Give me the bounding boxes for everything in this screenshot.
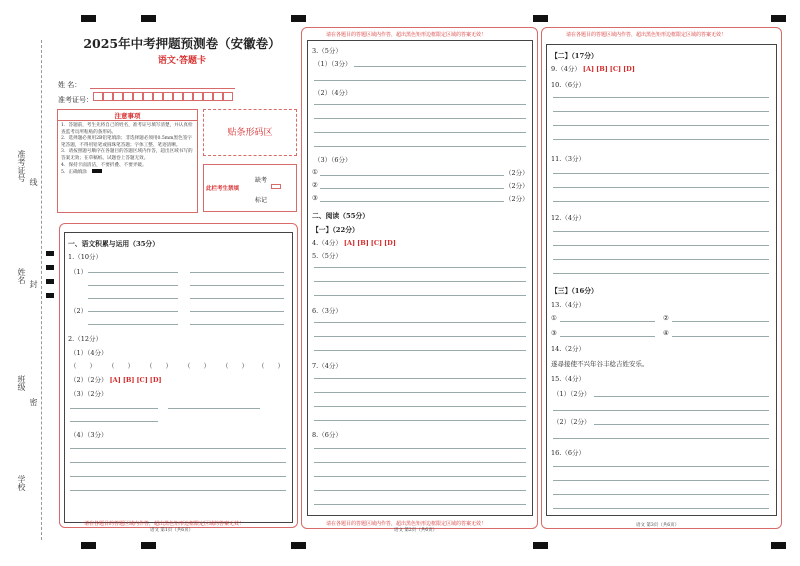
answer-line[interactable] (553, 201, 769, 202)
q3-1-label: （1）（3分） (314, 60, 352, 68)
answer-line[interactable] (314, 476, 526, 477)
answer-line[interactable] (70, 448, 286, 449)
answer-line[interactable] (553, 125, 769, 126)
part-3-title: 【三】（16分） (551, 287, 598, 295)
warning-top-2: 请在各题目的答题区域内作答，超出黑色矩形边框限定区域的答案无效！ (326, 32, 487, 38)
q3-2-label: （2）（4分） (314, 89, 352, 97)
answer-line[interactable] (70, 421, 158, 422)
part-1-title: 【一】（22分） (312, 226, 359, 234)
timing-mark (81, 15, 96, 22)
answer-line[interactable] (190, 298, 284, 299)
side-label-secret: 密 (29, 398, 38, 406)
q2-2-label: （2）（2分） [A] [B] [C] [D] (70, 376, 162, 384)
q4-options[interactable]: [A] [B] [C] [D] (343, 239, 396, 247)
q2-4-label: （4）（3分） (70, 431, 108, 439)
timing-mark (141, 15, 156, 22)
paren-slot[interactable]: （ ） (146, 362, 172, 370)
side-label-line: 线 (29, 178, 38, 186)
q2-1-label: （1）（4分） (70, 349, 108, 357)
timing-mark (46, 265, 54, 270)
paren-slot[interactable]: （ ） (222, 362, 248, 370)
id-label: 准考证号： (58, 96, 93, 104)
paren-slot[interactable]: （ ） (258, 362, 284, 370)
answer-line[interactable] (314, 490, 526, 491)
timing-mark (291, 15, 306, 22)
answer-line[interactable] (168, 408, 260, 409)
circ-3: ③ (312, 194, 318, 202)
q3-3-label: （3）（6分） (314, 156, 352, 164)
answer-line[interactable] (314, 448, 526, 449)
points-2: （2分） (505, 182, 529, 190)
q14-label: 14.（2分） (551, 345, 585, 353)
c2: ② (663, 314, 669, 322)
answer-line[interactable] (553, 494, 769, 495)
q15-1-label: （1）（2分） (553, 390, 591, 398)
answer-line[interactable] (553, 97, 769, 98)
warning-bottom-2: 请在各题目的答题区域内作答，超出黑色矩形边框限定区域的答案无效！ (326, 521, 487, 527)
answer-line[interactable] (672, 321, 769, 322)
answer-line[interactable] (88, 311, 178, 312)
answer-line[interactable] (314, 420, 526, 421)
name-field[interactable] (90, 88, 235, 89)
answer-line[interactable] (553, 480, 769, 481)
answer-line[interactable] (320, 175, 504, 176)
q13-label: 13.（4分） (551, 301, 585, 309)
page-footer-2: 语文 第2页（共6页） (394, 528, 438, 533)
c4: ④ (663, 329, 669, 337)
answer-line[interactable] (553, 245, 769, 246)
q5-label: 5.（5分） (312, 252, 342, 260)
q4-label: 4.（4分） [A] [B] [C] [D] (312, 239, 396, 247)
answer-line[interactable] (553, 466, 769, 467)
page-title: 2025年中考押题预测卷（安徽卷） (83, 36, 281, 51)
side-label-seal: 封 (29, 280, 38, 288)
q15-label: 15.（4分） (551, 375, 585, 383)
timing-mark (533, 542, 548, 549)
timing-mark (291, 542, 306, 549)
col3-inner (546, 44, 777, 516)
answer-line[interactable] (594, 424, 769, 425)
side-label-id: 准考证号 (17, 150, 26, 182)
q2-label: 2.（12分） (68, 335, 102, 343)
answer-line[interactable] (314, 267, 526, 268)
q10-label: 10.（6分） (551, 81, 585, 89)
c3: ③ (551, 329, 557, 337)
q11-label: 11.（3分） (551, 155, 585, 163)
side-label-name: 姓名 (17, 268, 26, 284)
answer-line[interactable] (88, 298, 178, 299)
timing-mark (46, 293, 54, 298)
part-2-title: 【二】（17分） (551, 52, 598, 60)
c1: ① (551, 314, 557, 322)
answer-line[interactable] (314, 378, 526, 379)
note-item: 1．答题前，考生先将自己的姓名，准考证号填写清楚，并认真检查监考员所粘贴的条形码。 (61, 123, 193, 135)
name-label: 姓 名： (58, 81, 82, 89)
timing-mark (81, 542, 96, 549)
answer-line[interactable] (314, 462, 526, 463)
q15-2-label: （2）（2分） (553, 418, 591, 426)
note-item: 3．请按照题号顺序在各题目的答题区域内作答，超出区域书写的答案无效；在草稿纸、试题卷上答题无效。 (61, 149, 193, 161)
absent-mark-1: 缺考 (255, 177, 268, 184)
note-item: 2．选择题必须用2B铅笔填涂；非选择题必须用0.5mm黑色签字笔答题，不得用铅笔或圆珠笔答题；字体工整、笔迹清晰。 (61, 136, 192, 148)
paren-slot[interactable]: （ ） (108, 362, 134, 370)
note-item: 5．正确填涂 (61, 169, 195, 177)
answer-line[interactable] (70, 490, 286, 491)
answer-line[interactable] (88, 272, 178, 273)
timing-mark (46, 279, 54, 284)
answer-line[interactable] (190, 324, 284, 325)
answer-line[interactable] (553, 438, 769, 439)
answer-line[interactable] (553, 273, 769, 274)
answer-line[interactable] (553, 231, 769, 232)
side-label-school: 学校 (17, 475, 26, 491)
q1-2-label: （2） (70, 307, 88, 315)
timing-mark (46, 251, 54, 256)
answer-line[interactable] (354, 66, 526, 67)
q2-3-label: （3）（2分） (70, 390, 108, 398)
q1-label: 1.（10分） (68, 253, 102, 261)
page-footer-1: 语文 第1页（共6页） (150, 528, 194, 533)
answer-line[interactable] (190, 272, 284, 273)
answer-line[interactable] (314, 392, 526, 393)
id-boxes[interactable] (93, 92, 233, 101)
answer-line[interactable] (190, 285, 284, 286)
warning-top-3: 请在各题目的答题区域内作答，超出黑色矩形边框限定区域的答案无效！ (566, 32, 727, 38)
answer-line[interactable] (314, 146, 526, 147)
q2-2-options[interactable]: [A] [B] [C] [D] (109, 376, 162, 384)
answer-line[interactable] (560, 336, 655, 337)
answer-line[interactable] (314, 104, 526, 105)
q3-label: 3.（5分） (312, 47, 342, 55)
q8-label: 8.（6分） (312, 431, 342, 439)
q9-label: 9.（4分） [A] [B] [C] [D] (551, 65, 635, 73)
answer-line[interactable] (672, 336, 769, 337)
timing-mark (533, 15, 548, 22)
q6-label: 6.（3分） (312, 307, 342, 315)
answer-line[interactable] (314, 132, 526, 133)
absent-label: 此栏考生禁填 (206, 186, 240, 192)
paren-slot[interactable]: （ ） (184, 362, 210, 370)
answer-line[interactable] (314, 295, 526, 296)
answer-line[interactable] (314, 336, 526, 337)
page-subtitle: 语文·答题卡 (157, 56, 207, 66)
col2-inner (307, 40, 533, 516)
absent-mark-2: 标记 (255, 197, 268, 204)
answer-line[interactable] (594, 396, 769, 397)
notes-title: 注意事项 (114, 112, 141, 120)
answer-line[interactable] (314, 118, 526, 119)
answer-line[interactable] (314, 322, 526, 323)
timing-mark (141, 542, 156, 549)
answer-line[interactable] (70, 408, 158, 409)
answer-line[interactable] (320, 188, 504, 189)
answer-line[interactable] (553, 187, 769, 188)
answer-line[interactable] (560, 321, 655, 322)
page-footer-3: 语文 第3页（共6页） (636, 523, 680, 528)
answer-line[interactable] (314, 504, 526, 505)
q9-options[interactable]: [A] [B] [C] [D] (582, 65, 635, 73)
answer-line[interactable] (314, 406, 526, 407)
notes-divider (57, 120, 198, 121)
circ-2: ② (312, 181, 318, 189)
section-1-title: 一、语文积累与运用（35分） (68, 240, 160, 248)
section-2-title: 二、阅读（55分） (312, 212, 370, 220)
answer-line[interactable] (314, 281, 526, 282)
answer-line[interactable] (70, 462, 286, 463)
q12-label: 12.（4分） (551, 214, 585, 222)
answer-line[interactable] (314, 80, 526, 81)
notes-list (61, 123, 195, 177)
timing-mark (771, 542, 786, 549)
answer-line[interactable] (70, 476, 286, 477)
answer-line[interactable] (553, 111, 769, 112)
q16-label: 16.（6分） (551, 449, 585, 457)
q7-label: 7.（4分） (312, 362, 342, 370)
q14-text: 遂尋接使不兴年谷丰稔吉姓安乐。 (551, 360, 649, 368)
answer-line[interactable] (190, 311, 284, 312)
absent-checkbox[interactable] (271, 184, 281, 189)
circ-1: ① (312, 168, 318, 176)
barcode-label: 贴条形码区 (227, 128, 273, 138)
answer-line[interactable] (553, 259, 769, 260)
side-label-class: 班级 (17, 375, 26, 391)
answer-line[interactable] (88, 324, 178, 325)
answer-line[interactable] (553, 139, 769, 140)
q1-1-label: （1） (70, 268, 88, 276)
answer-line[interactable] (88, 285, 178, 286)
answer-line[interactable] (320, 201, 504, 202)
note-item: 4．保持卡面清洁，不要折叠、不要弄破。 (61, 162, 147, 168)
timing-mark (771, 15, 786, 22)
binding-line (41, 40, 42, 540)
paren-slot[interactable]: （ ） (70, 362, 96, 370)
answer-line[interactable] (553, 410, 769, 411)
points-3: （2分） (505, 195, 529, 203)
answer-line[interactable] (314, 350, 526, 351)
warning-bottom-1: 请在各题目的答题区域内作答，超出黑色矩形边框限定区域的答案无效！ (84, 521, 245, 527)
answer-line[interactable] (553, 508, 769, 509)
answer-line[interactable] (553, 173, 769, 174)
points-1: （2分） (505, 169, 529, 177)
